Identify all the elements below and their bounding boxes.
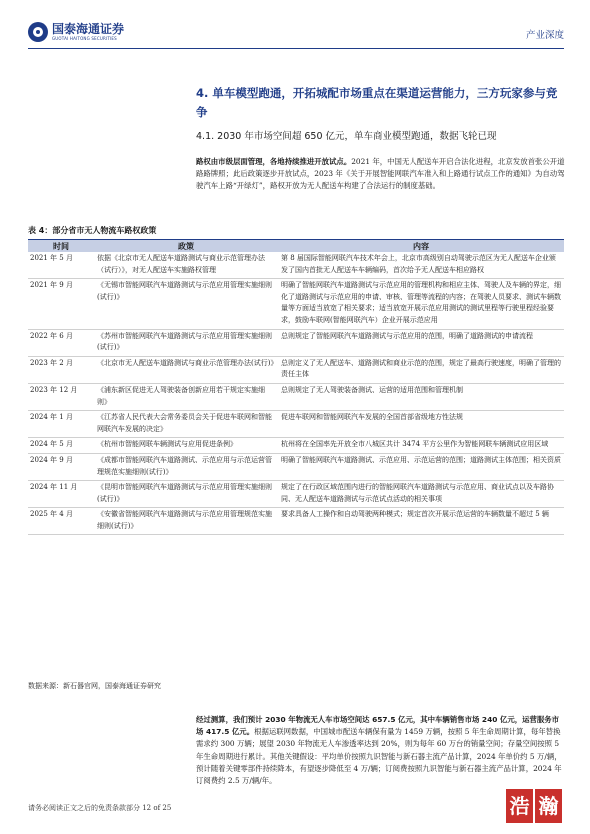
cell-time: 2024 年 11 月: [30, 483, 78, 492]
policy-table: [28, 239, 564, 535]
subsection-heading: 4.1. 2030 年市场空间超 650 亿元，单车商业模型跑通，数据飞轮已现: [196, 131, 497, 142]
cell-time: 2021 年 5 月: [30, 254, 73, 262]
cell-content: 规定了在行政区域范围内进行的智能网联汽车道路测试与示范应用、商业试点以及车路协同、无人配送车道路测试与示范试点活动的相关事项: [281, 483, 554, 503]
conclusion-lead: 经过测算，我们预计 2030 年物流无人车市场空间达 657.5 亿元，其中车辆销售市场 240 亿元，运营服务市场 417.5 亿元。: [196, 715, 560, 737]
cell-time: 2024 年 1 月: [30, 413, 73, 422]
watermark-char: 浩: [506, 789, 533, 823]
table-row: [28, 508, 564, 535]
intro-body: 2021 年，中国无人配送车开启合法化进程，北京发放首张公开道路路牌照；此后政策逐步开放试点，2023 年《关于开展智能网联汽车准入和上路通行试点工作的通知》为自动驾驶汽车上路“开绿灯”，路权开放为无人配送车构建了合法运行的制度基础。: [196, 157, 565, 191]
watermark-stamp: [506, 789, 562, 823]
cell-content: 杭州将在全国率先开放全市八城区共计 3474 平方公里作为智能网联车辆测试应用区域: [281, 440, 549, 449]
intro-paragraph: [196, 156, 566, 193]
cell-policy: 《苏州市智能网联汽车道路测试与示范应用管理实施细则(试行)》: [97, 331, 272, 352]
logo-en-name: GUOTAI HAITONG SECURITIES: [52, 36, 117, 41]
header-content: 内容: [413, 242, 429, 251]
logo-cn-name: 国泰海通证券: [52, 22, 125, 36]
section-heading: 4. 单车模型跑通，开拓城配市场重点在渠道运营能力，三方玩家参与竞争: [196, 86, 558, 119]
section-tag: 产业深度: [525, 30, 564, 41]
cell-policy: 《成都市智能网联汽车道路测试、示范应用与示范运营管理规范实施细则(试行)》: [97, 455, 272, 476]
table-row: [28, 384, 564, 411]
cell-time: 2024 年 9 月: [30, 455, 73, 464]
cell-time: 2025 年 4 月: [30, 510, 73, 519]
cell-content: 要求具备人工操作和自动驾驶两种模式；规定首次开展示范运营的车辆数量不超过 5 辆: [281, 510, 549, 519]
intro-lead: 路权由市级层面管理，各地持续推进开放试点。: [196, 157, 352, 166]
table-title: 表 4：部分省市无人物流车路权政策: [28, 226, 157, 235]
cell-content: 总则规定了无人驾驶装备测试、运营的适用范围和管理机制: [281, 385, 463, 394]
cell-time: 2021 年 9 月: [30, 281, 73, 290]
conclusion-paragraph: [196, 714, 566, 787]
header-policy: 政策: [178, 242, 194, 251]
header-divider: [28, 48, 564, 49]
table-row: [28, 454, 564, 481]
table-row: [28, 330, 564, 357]
table-row: [28, 357, 564, 384]
header-time: 时间: [53, 242, 69, 251]
cell-content: 明确了智能网联汽车道路测试、示范应用、示范运营的范围；道路测试主体范围；相关资质: [281, 455, 561, 464]
cell-content: 总则规定了智能网联汽车道路测试与示范应用的范围，明确了道路测试的申请流程: [281, 331, 533, 340]
conclusion-body: 根据运联网数据，中国城市配送车辆保有量为 1459 万辆，按照 5 年生命周期计算，每年替换需求约 300 万辆；展望 2030 年物流无人车渗透率达到 20%，则为每年 60 万台的销量空间；存量空间按照 5 年生命周期进行累计。其他关键假设：平均单价按照九识智能与新石器主流产品计算，2024 年单价约 5 万/辆，预计随着关键零部件持续降本，有望逐步降低至 4 万/辆；订阅费按照九识智能与新石器主流产品计算，2024 年订阅费约 2.5 万/辆/年。: [196, 727, 562, 786]
cell-policy: 《浦东新区促进无人驾驶装备创新应用若干规定实施细则》: [97, 385, 265, 406]
table-row: [28, 411, 564, 438]
cell-time: 2023 年 12 月: [30, 385, 78, 394]
page-header: [28, 22, 564, 46]
table-row: [28, 481, 564, 508]
table-row: [28, 252, 564, 279]
footer-disclaimer: 请务必阅读正文之后的免责条款部分 12 of 25: [28, 804, 172, 812]
watermark-char: 瀚: [535, 789, 562, 823]
table-row: [28, 279, 564, 329]
table-source: 数据来源：新石器官网，国泰海通证券研究: [28, 682, 161, 690]
table-row: [28, 438, 564, 454]
cell-time: 2022 年 6 月: [30, 331, 73, 340]
cell-content: 总则定义了无人配送车、道路测试和商业示范的范围，规定了最高行驶速度，明确了管理的责任主体: [281, 358, 561, 379]
cell-policy: 《无锡市智能网联汽车道路测试与示范应用管理实施细则(试行)》: [97, 281, 272, 301]
cell-content: 明确了智能网联汽车道路测试与示范应用的管理机构和相应主体、驾驶人及车辆的界定，细化了道路测试与示范应用的申请、审核、管理等流程的内容；在驾驶人员要求、测试车辆数量等方面适当放宽了相关要求；适当放宽开展示范应用测试的测试里程等行驶里程经验要求，鼓励车联网(智能网联汽车）企业开展示范应用: [281, 281, 561, 324]
cell-content: 第 8 届国际智能网联汽车技术年会上，北京市高级别自动驾驶示范区为无人配送车企业颁发了国内首批无人配送车车辆编码，首次给予无人配送车相应路权: [281, 254, 556, 274]
cell-time: 2023 年 2 月: [30, 358, 73, 367]
cell-policy: 《江苏省人民代表大会常务委员会关于促进车联网和智能网联汽车发展的决定》: [97, 413, 272, 433]
cell-policy: 《杭州市智能网联车辆测试与应用促进条例》: [97, 440, 237, 449]
cell-policy: 《昆明市智能网联汽车道路测试与示范应用管理实施细则(试行)》: [97, 483, 272, 503]
cell-time: 2024 年 5 月: [30, 440, 73, 449]
cell-content: 促进车联网和智能网联汽车发展的全国首部省级地方性法规: [281, 413, 463, 422]
table-header: [28, 239, 564, 252]
cell-policy: 《北京市无人配送车道路测试与商业示范管理办法(试行)》: [97, 358, 278, 367]
cell-policy: 《安徽省智能网联汽车道路测试与示范应用管理规范实施细则(试行)》: [97, 510, 272, 530]
logo-icon: [28, 22, 48, 42]
cell-policy: 依据《北京市无人配送车道路测试与商业示范管理办法（试行）》，对无人配送车实施路权管理: [97, 254, 265, 274]
brand-logo: [28, 22, 124, 42]
